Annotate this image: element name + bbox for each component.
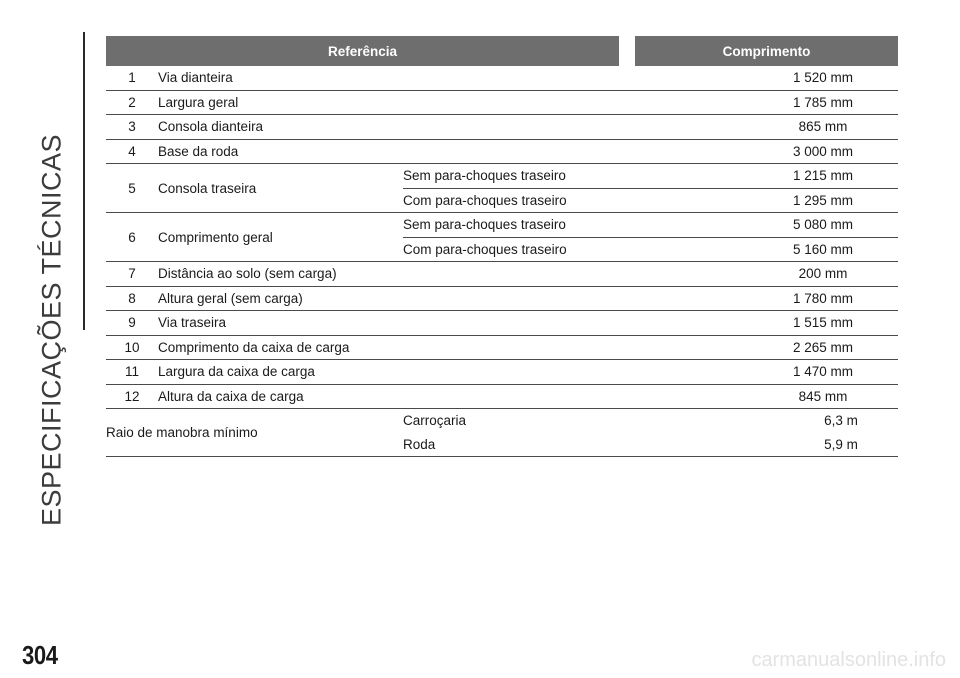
- row-number: 7: [128, 266, 136, 282]
- row-condition: Com para-choques traseiro: [403, 241, 567, 257]
- row-value: 845 mm: [798, 388, 848, 404]
- row-label: Largura geral: [158, 94, 239, 110]
- table-row: [106, 287, 898, 312]
- header-reference: Referência: [106, 36, 619, 66]
- row-label: Consola traseira: [158, 180, 257, 196]
- table-row: [106, 336, 898, 361]
- sub-row: [403, 188, 898, 213]
- row-number: 2: [128, 94, 136, 110]
- row-value: 865 mm: [798, 119, 848, 135]
- section-title: ESPECIFICAÇÕES TÉCNICAS: [36, 133, 67, 527]
- row-label: Consola dianteira: [158, 119, 264, 135]
- row-value: 3 000 mm: [792, 143, 854, 159]
- sub-row: [403, 237, 898, 262]
- row-value: 1 215 mm: [792, 168, 854, 184]
- table-row: [106, 91, 898, 116]
- row-label: Comprimento geral: [158, 229, 273, 245]
- table-row: [106, 66, 898, 91]
- table-row: [106, 385, 898, 410]
- row-value: 1 520 mm: [792, 70, 854, 86]
- row-value: 1 470 mm: [792, 364, 854, 380]
- row-number: 5: [128, 180, 136, 196]
- row-condition: Com para-choques traseiro: [403, 192, 567, 208]
- row-value: 200 mm: [798, 266, 848, 282]
- sub-rows: [403, 213, 898, 261]
- sub-row: [403, 433, 898, 457]
- dimensions-table: [106, 36, 898, 457]
- watermark: carmanualsonline.info: [751, 649, 946, 671]
- row-value: 1 785 mm: [792, 94, 854, 110]
- row-label: Altura da caixa de carga: [158, 388, 304, 404]
- row-value: 5,9 m: [824, 436, 858, 452]
- table-row: [106, 115, 898, 140]
- row-value: 1 780 mm: [792, 290, 854, 306]
- row-number: 4: [128, 143, 136, 159]
- row-label: Base da roda: [158, 143, 239, 159]
- row-value: 2 265 mm: [792, 339, 854, 355]
- row-number: 1: [128, 70, 136, 86]
- row-number: 6: [128, 229, 136, 245]
- table-row: [106, 311, 898, 336]
- header-gap: [619, 36, 635, 66]
- sub-rows: [403, 164, 898, 212]
- row-number: 12: [124, 388, 140, 404]
- row-label: Raio de manobra mínimo: [106, 425, 258, 440]
- table-row: [106, 360, 898, 385]
- sub-row: [403, 409, 898, 433]
- row-value: 1 295 mm: [792, 192, 854, 208]
- row-value: 1 515 mm: [792, 315, 854, 331]
- row-number: 9: [128, 315, 136, 331]
- row-number: 11: [124, 364, 139, 380]
- row-condition: Sem para-choques traseiro: [403, 168, 566, 184]
- row-label: Via traseira: [158, 315, 227, 331]
- row-value: 6,3 m: [824, 413, 858, 429]
- row-condition: Sem para-choques traseiro: [403, 217, 566, 233]
- table-row-group: [106, 164, 898, 213]
- row-label: Comprimento da caixa de carga: [158, 339, 350, 355]
- table-row: [106, 140, 898, 165]
- table-row: [106, 262, 898, 287]
- sub-row: [403, 164, 898, 188]
- row-number: 10: [124, 339, 140, 355]
- row-label: Distância ao solo (sem carga): [158, 266, 337, 282]
- table-row-group: [106, 409, 898, 457]
- header-length: Comprimento: [635, 36, 898, 66]
- row-label: Via dianteira: [158, 70, 233, 86]
- row-number: 3: [128, 119, 136, 135]
- row-number: 8: [128, 290, 136, 306]
- row-label: Altura geral (sem carga): [158, 290, 303, 306]
- row-value: 5 080 mm: [792, 217, 854, 233]
- sub-row: [403, 213, 898, 237]
- row-label: Largura da caixa de carga: [158, 364, 315, 380]
- table-row-group: [106, 213, 898, 262]
- table-header: [106, 36, 898, 66]
- section-divider: [83, 32, 85, 330]
- row-condition: Carroçaria: [403, 413, 467, 429]
- sub-rows: [403, 409, 898, 456]
- page-number: 304: [22, 640, 58, 670]
- row-value: 5 160 mm: [792, 241, 854, 257]
- row-condition: Roda: [403, 436, 436, 452]
